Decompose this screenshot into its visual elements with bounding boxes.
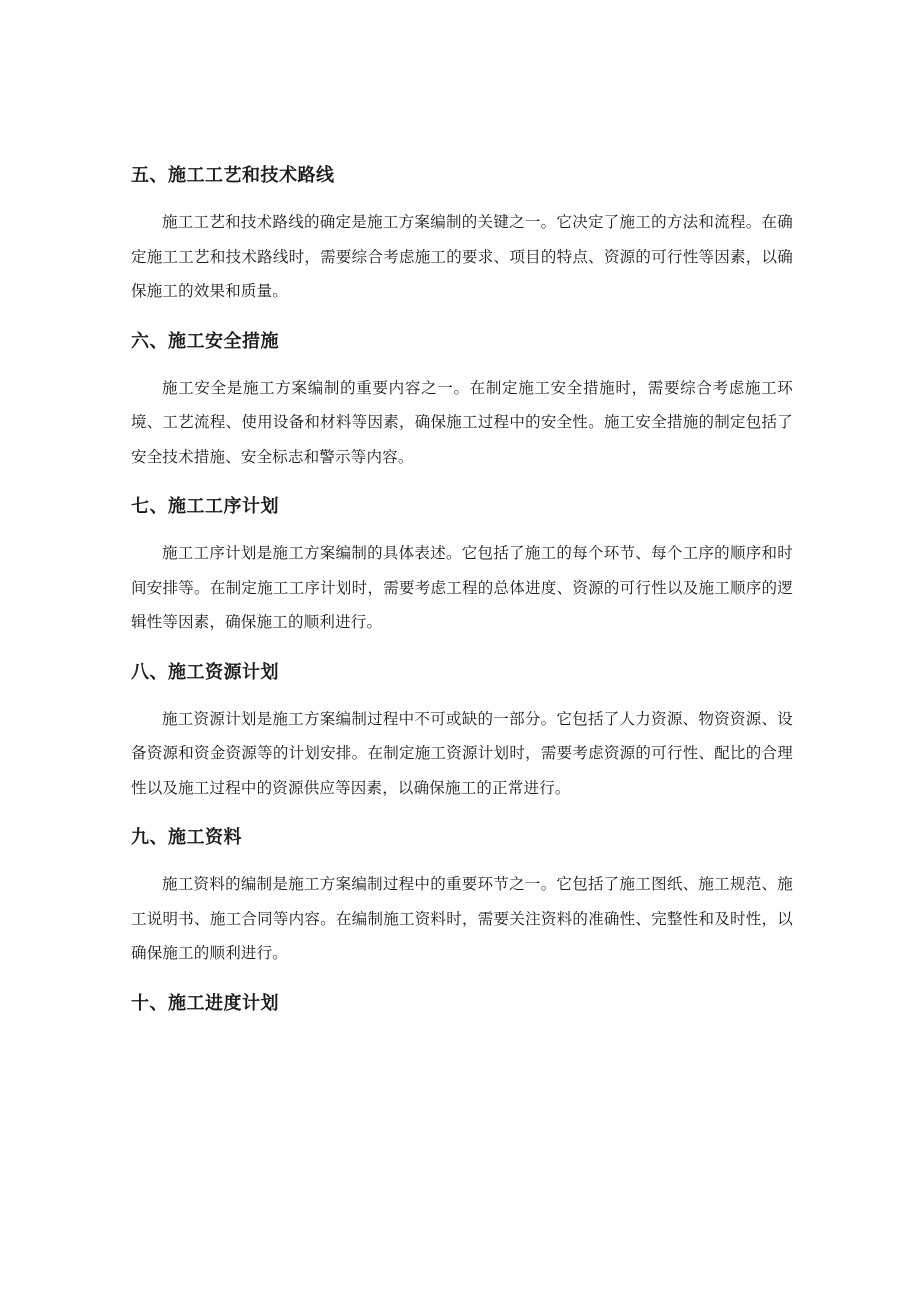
- section-paragraph: 施工工序计划是施工方案编制的具体表述。它包括了施工的每个环节、每个工序的顺序和时间安排等。在制定施工工序计划时，需要考虑工程的总体进度、资源的可行性以及施工顺序的逻辑性等因素，确保施工的顺利进行。: [131, 544, 793, 631]
- section-heading: 七、施工工序计划: [131, 496, 279, 517]
- section-heading: 八、施工资源计划: [131, 661, 279, 683]
- section-5: [131, 158, 793, 309]
- section-paragraph: 施工工艺和技术路线的确定是施工方案编制的关键之一。它决定了施工的方法和流程。在确定施工工艺和技术路线时，需要综合考虑施工的要求、项目的特点、资源的可行性等因素，以确保施工的效果和质量。: [131, 213, 793, 300]
- section-10: [131, 986, 793, 1022]
- section-9: [131, 820, 793, 971]
- section-6: [131, 324, 793, 475]
- section-7: [131, 489, 793, 640]
- section-paragraph: 施工资源计划是施工方案编制过程中不可或缺的一部分。它包括了人力资源、物资资源、设备资源和资金资源等的计划安排。在制定施工资源计划时，需要考虑资源的可行性、配比的合理性以及施工过程中的资源供应等因素，以确保施工的正常进行。: [131, 709, 793, 797]
- section-heading: 九、施工资料: [131, 827, 242, 848]
- section-heading: 五、施工工艺和技术路线: [131, 165, 335, 186]
- section-heading: 十、施工进度计划: [131, 992, 279, 1014]
- section-8: [131, 655, 793, 806]
- section-paragraph: 施工安全是施工方案编制的重要内容之一。在制定施工安全措施时，需要综合考虑施工环境、工艺流程、使用设备和材料等因素，确保施工过程中的安全性。施工安全措施的制定包括了安全技术措施、安全标志和警示等内容。: [131, 378, 793, 466]
- section-heading: 六、施工安全措施: [131, 330, 279, 352]
- section-paragraph: 施工资料的编制是施工方案编制过程中的重要环节之一。它包括了施工图纸、施工规范、施工说明书、施工合同等内容。在编制施工资料时，需要关注资料的准确性、完整性和及时性，以确保施工的顺利进行。: [131, 875, 793, 962]
- document-body: [131, 158, 793, 1022]
